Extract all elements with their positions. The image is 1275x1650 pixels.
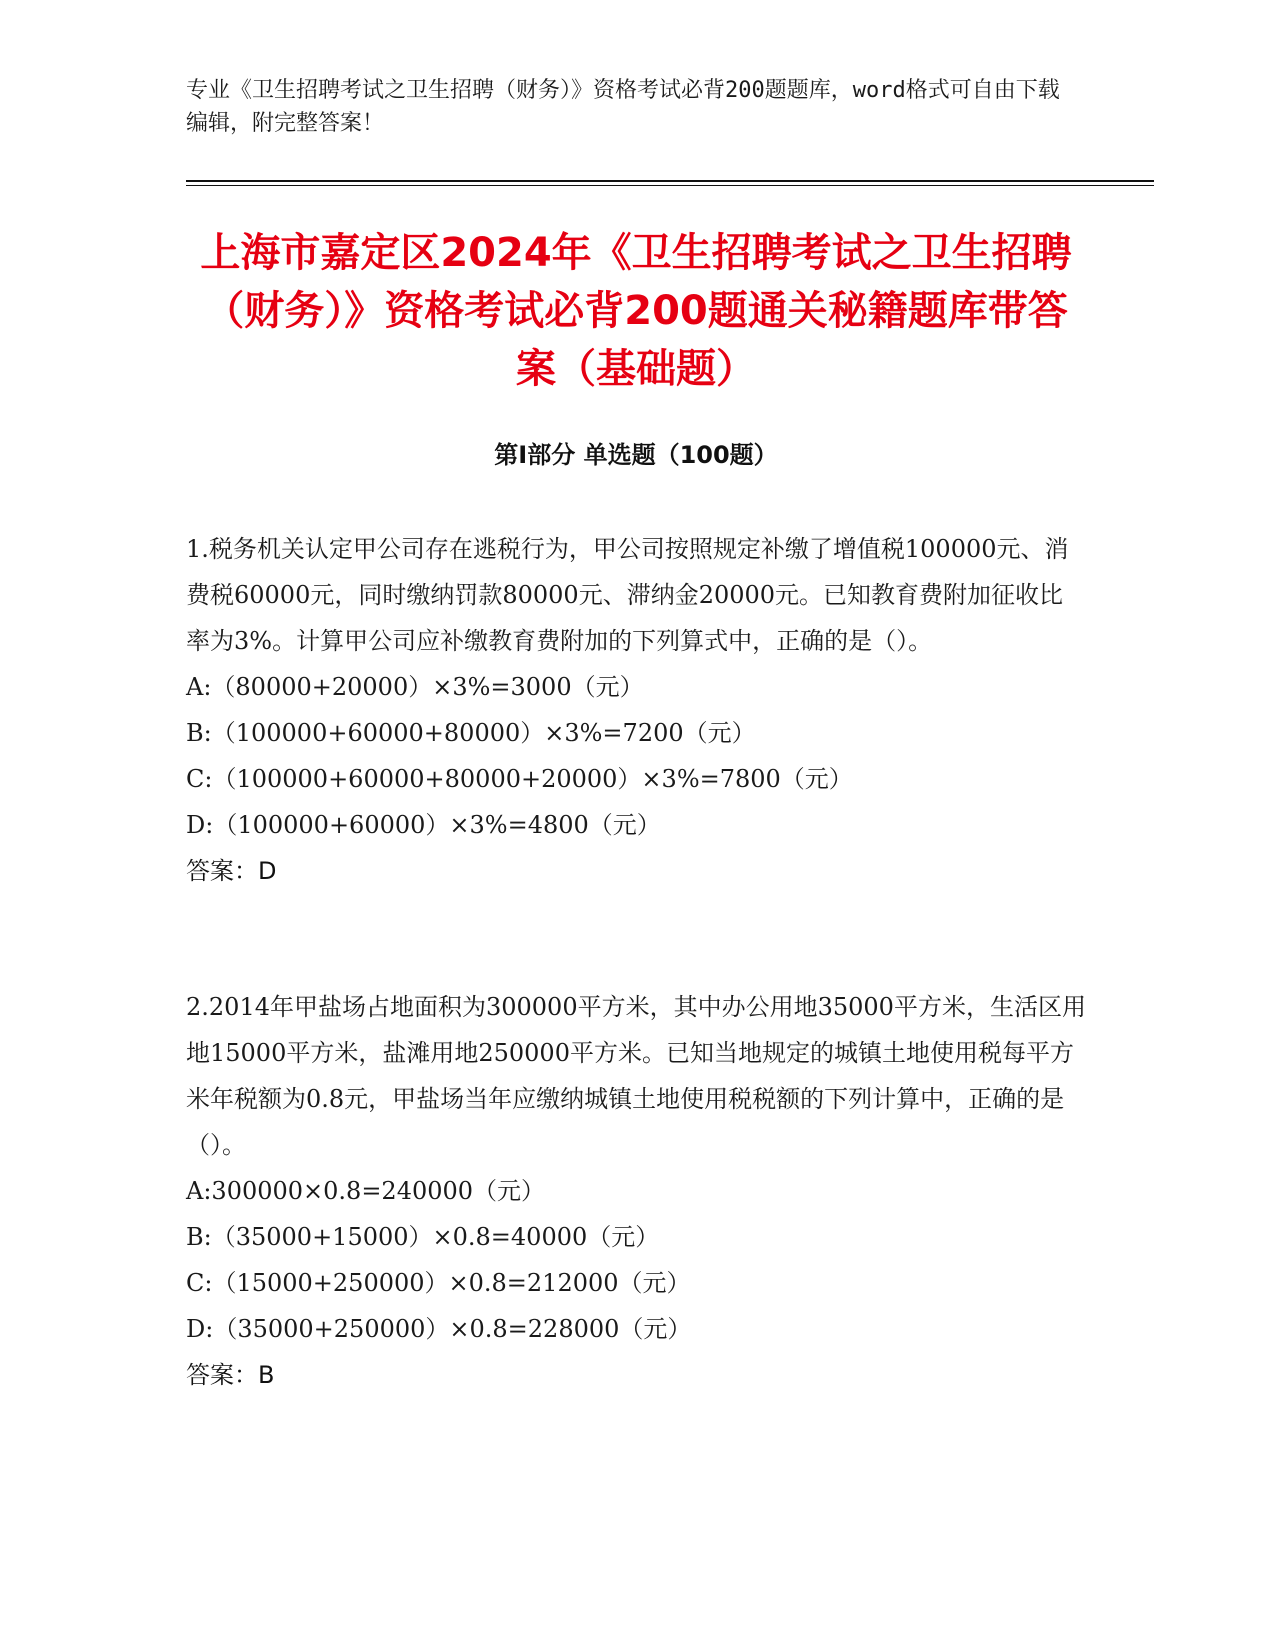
- option-a: A:（80000+20000）×3%=3000（元）: [186, 673, 644, 701]
- option-b: B:（100000+60000+80000）×3%=7200（元）: [186, 719, 756, 747]
- section-title: 第Ⅰ部分 单选题（100题）: [494, 441, 778, 469]
- document-title: 上海市嘉定区2024年《卫生招聘考试之卫生招聘（财务）》资格考试必背200题通关秘籍题库带答案（基础题）: [200, 230, 1072, 392]
- question-1: [186, 526, 1086, 894]
- option-c: C:（100000+60000+80000+20000）×3%=7800（元）: [186, 765, 853, 793]
- option-d: D:（100000+60000）×3%=4800（元）: [186, 811, 661, 839]
- header-note: 专业《卫生招聘考试之卫生招聘（财务）》资格考试必背200题题库，word格式可自由下载编辑，附完整答案！: [186, 78, 1060, 136]
- option-b: B:（35000+15000）×0.8=40000（元）: [186, 1223, 660, 1251]
- question-stem: 1.税务机关认定甲公司存在逃税行为，甲公司按照规定补缴了增值税100000元、消费税60000元，同时缴纳罚款80000元、滞纳金20000元。已知教育费附加征收比率为3%。计算甲公司应补缴教育费附加的下列算式中，正确的是（）。: [186, 535, 1069, 655]
- header-divider-thin: [186, 185, 1154, 186]
- question-2: [186, 984, 1086, 1398]
- answer-line: 答案：B: [186, 1361, 275, 1389]
- answer-line: 答案：D: [186, 857, 277, 885]
- option-c: C:（15000+250000）×0.8=212000（元）: [186, 1269, 691, 1297]
- option-d: D:（35000+250000）×0.8=228000（元）: [186, 1315, 692, 1343]
- option-a: A:300000×0.8=240000（元）: [186, 1177, 546, 1205]
- header-divider-thick: [186, 180, 1154, 182]
- question-stem: 2.2014年甲盐场占地面积为300000平方米，其中办公用地35000平方米，生活区用地15000平方米，盐滩用地250000平方米。已知当地规定的城镇土地使用税每平方米年税额为0.8元，甲盐场当年应缴纳城镇土地使用税税额的下列计算中，正确的是（）。: [186, 993, 1086, 1159]
